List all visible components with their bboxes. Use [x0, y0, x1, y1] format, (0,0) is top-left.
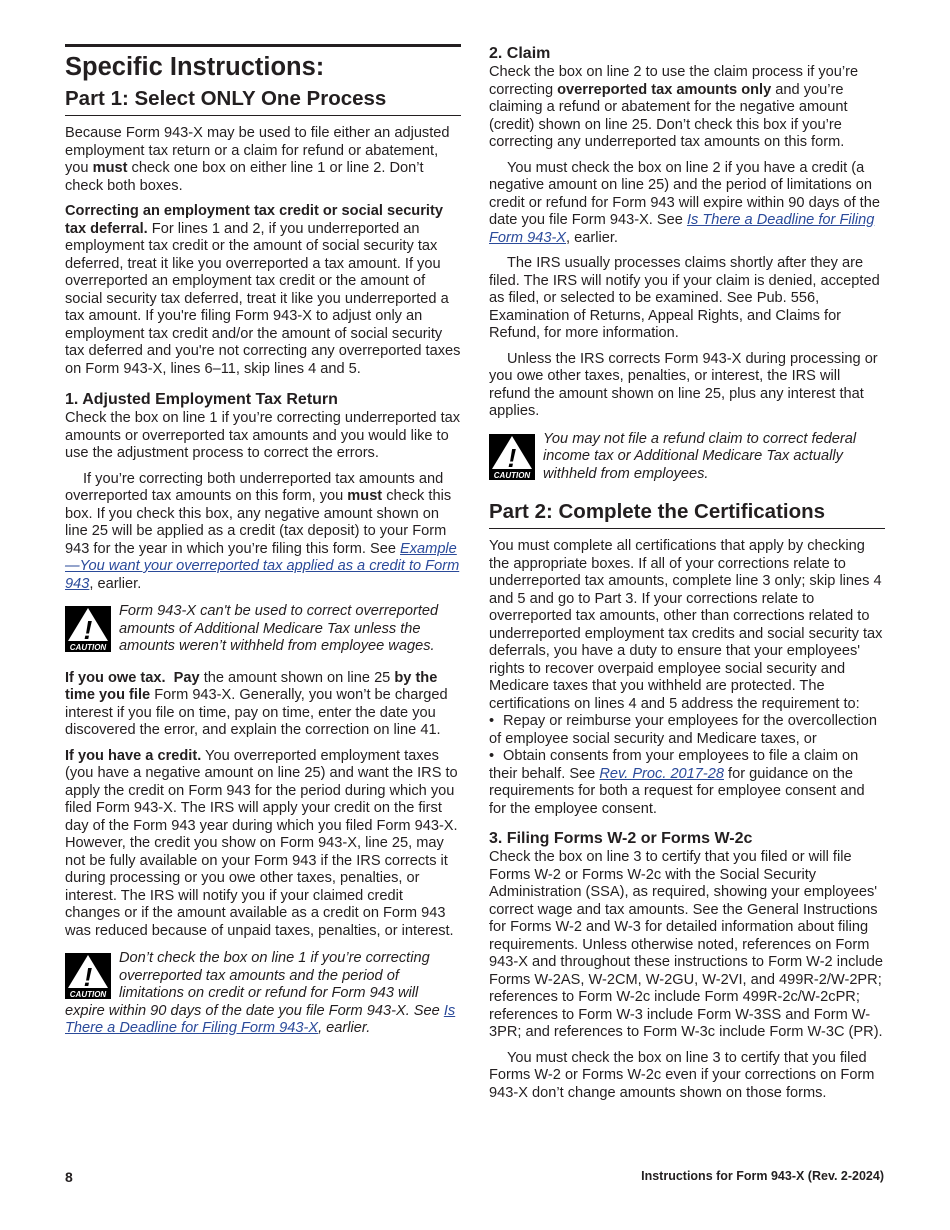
paragraph: Check the box on line 2 to use the claim process if you’re correcting overreported tax amounts only and you’re claiming a refund or abatement for the negative amount (credit) shown on line 25. Don’t check this box if you’re correcting any underreported tax amounts on this form.: [489, 64, 859, 150]
page-number: 8: [65, 1169, 73, 1185]
part2-heading: Part 2: Complete the Certifications: [489, 499, 885, 529]
caution-icon: [489, 434, 535, 480]
example-link[interactable]: Example—You want your overreported tax applied as a credit to Form 943: [65, 540, 460, 592]
deadline-link[interactable]: Is There a Deadline for Filing Form 943-X: [65, 1002, 456, 1036]
footer-title: Instructions for Form 943-X (Rev. 2-2024): [641, 1169, 884, 1183]
caution-note: ! CAUTION Don’t check the box on line 1 if you’re correcting overreported tax amounts and the period of limitations on credit or refund for Form 943 will expire within 90 days of the date you file Form 943-X. See Is There a Deadline for Filing Form 943-X, earlier.: [65, 950, 456, 1036]
left-column: [65, 44, 461, 1050]
paragraph: Because Form 943-X may be used to file either an adjusted employment tax return or a claim for refund or abatement, you must check one box on either line 1 or line 2. Don’t check both boxes.: [65, 125, 450, 194]
paragraph: If you have a credit. You overreported employment taxes (you have a negative amount on line 25) and want the IRS to apply the credit on Form 943 for the period during which you filed Form 943-X. The IRS will apply your credit on the first day of the Form 943 year during which you filed Form 943-X. However, the credit you show on Form 943-X, line 25, may not be fully available on your Form 943 if the IRS corrects it during processing or you owe other taxes, penalties, or interest. The IRS will notify you if your claimed credit changes or if the amount available as a credit on Form 943 was reduced because of unpaid taxes, penalties, or interest.: [65, 747, 458, 939]
paragraph: You must complete all certifications that apply by checking the appropriate boxes. If all of your corrections relate to underreported tax amounts, complete line 3 only; skip lines 4 and 5 and go to Part 3. If your corrections relate to overreported tax amounts, other than corrections related to underreported employment tax credits and social security tax deferrals, you have a duty to ensure that your employees' rights to recover overpaid employee social security and Medicare taxes that you withheld are protected. The certifications on lines 4 and 5 address the requirement to:: [489, 538, 883, 712]
paragraph: Check the box on line 1 if you’re correcting underreported tax amounts or overreported tax amounts and you would like to use the adjustment process to correct the errors.: [65, 410, 461, 461]
paragraph: If you owe tax. Pay the amount shown on line 25 by the time you file Form 943-X. Generally, you won’t be charged interest if you file on time, pay on time, enter the date you discovered the error, and explain the correction on line 41.: [65, 669, 448, 738]
svg-text:CAUTION: CAUTION: [69, 643, 107, 652]
section-heading-claim: 2. Claim: [489, 45, 551, 62]
paragraph: Unless the IRS corrects Form 943-X during processing or you owe other taxes, penalties, or interest, the IRS will refund the amount shown on line 25, plus any interest that applies.: [489, 350, 878, 419]
section-heading-filing: 3. Filing Forms W-2 or Forms W-2c: [489, 830, 753, 847]
paragraph: Correcting an employment tax credit or social security tax deferral. For lines 1 and 2, if you underreported an employment tax credit or the amount of social security tax deferred, treat it like you overreported a tax amount. If you overreported an employment tax credit or the amount of social security tax deferred, treat it like you underreported a tax amount. If you're filing Form 943-X to adjust only an employment tax credit and/or the amount of social security tax deferred and you're not correcting any overreported taxes on Form 943-X, lines 6–11, skip lines 4 and 5.: [65, 203, 461, 377]
bullet-item: • Obtain consents from your employees to file a claim on their behalf. See Rev. Proc. 2017-28 for guidance on the requirements for both a request for employee consent and for the employee consent.: [489, 748, 865, 817]
bullet-item: • Repay or reimburse your employees for the overcollection of employee social security and Medicare taxes, or: [489, 713, 877, 747]
part1-heading: Part 1: Select ONLY One Process: [65, 86, 461, 116]
svg-text:!: !: [507, 442, 517, 473]
paragraph: If you’re correcting both underreported tax amounts and overreported tax amounts on this form, you must check this box. If you check this box, any negative amount shown on line 25 will be applied as a credit (tax deposit) to your Form 943 for the year in which you’re filing this form. See Example—You want your overreported tax applied as a credit to Form 943, earlier.: [65, 470, 460, 592]
svg-text:CAUTION: CAUTION: [69, 990, 107, 999]
caution-note: ! CAUTION Form 943-X can't be used to correct overreported amounts of Additional Medicare Tax unless the amounts weren’t withheld from employee wages.: [65, 603, 461, 656]
svg-text:!: !: [83, 962, 93, 992]
paragraph: The IRS usually processes claims shortly after they are filed. The IRS will notify you if your claim is denied, accepted as filed, or selected to be examined. See Pub. 556, Examination of Returns, Appeal Rights, and Claims for Refund, for more information.: [489, 255, 880, 341]
deadline-link[interactable]: Is There a Deadline for Filing Form 943-X: [489, 212, 875, 246]
svg-text:CAUTION: CAUTION: [493, 470, 531, 480]
paragraph: You must check the box on line 2 if you have a credit (a negative amount on line 25) and the period of limitations on credit or refund for Form 943 will expire within 90 days of the date you file Form 943-X. See Is There a Deadline for Filing Form 943-X, earlier.: [489, 159, 880, 246]
paragraph: You must check the box on line 3 to certify that you filed Forms W-2 or Forms W-2c even if your corrections on Form 943-X don’t change amounts shown on those forms.: [489, 1049, 875, 1101]
top-rule: [65, 44, 461, 47]
svg-text:!: !: [83, 615, 93, 645]
section-heading-adjusted: 1. Adjusted Employment Tax Return: [65, 391, 338, 408]
caution-icon: [65, 606, 111, 652]
caution-icon: [65, 953, 111, 999]
right-column: [489, 44, 885, 1110]
rev-proc-link[interactable]: Rev. Proc. 2017-28: [599, 765, 724, 782]
page-title: Specific Instructions:: [65, 53, 325, 81]
caution-note: ! CAUTION You may not file a refund claim to correct federal income tax or Additional Medicare Tax actually withheld from employees.: [489, 431, 885, 484]
paragraph: Check the box on line 3 to certify that you filed or will file Forms W-2 or Forms W-2c with the Social Security Administration (SSA), as required, showing your employees' correct wage and tax amounts. See the General Instructions for Forms W-2 and W-3 for detailed information about filing requirements. Unless otherwise noted, references on Form 943-X and throughout these instructions to Form W-2 include Forms W-2AS, W-2CM, W-2GU, W-2VI, and 499R-2/W-2PR; references to Form W-2c include Form 499R-2c/W-2cPR; references to Form W-3 include Form W-3SS and Form W-3PR; and references to Form W-3c include Form W-3C (PR).: [489, 849, 883, 1040]
